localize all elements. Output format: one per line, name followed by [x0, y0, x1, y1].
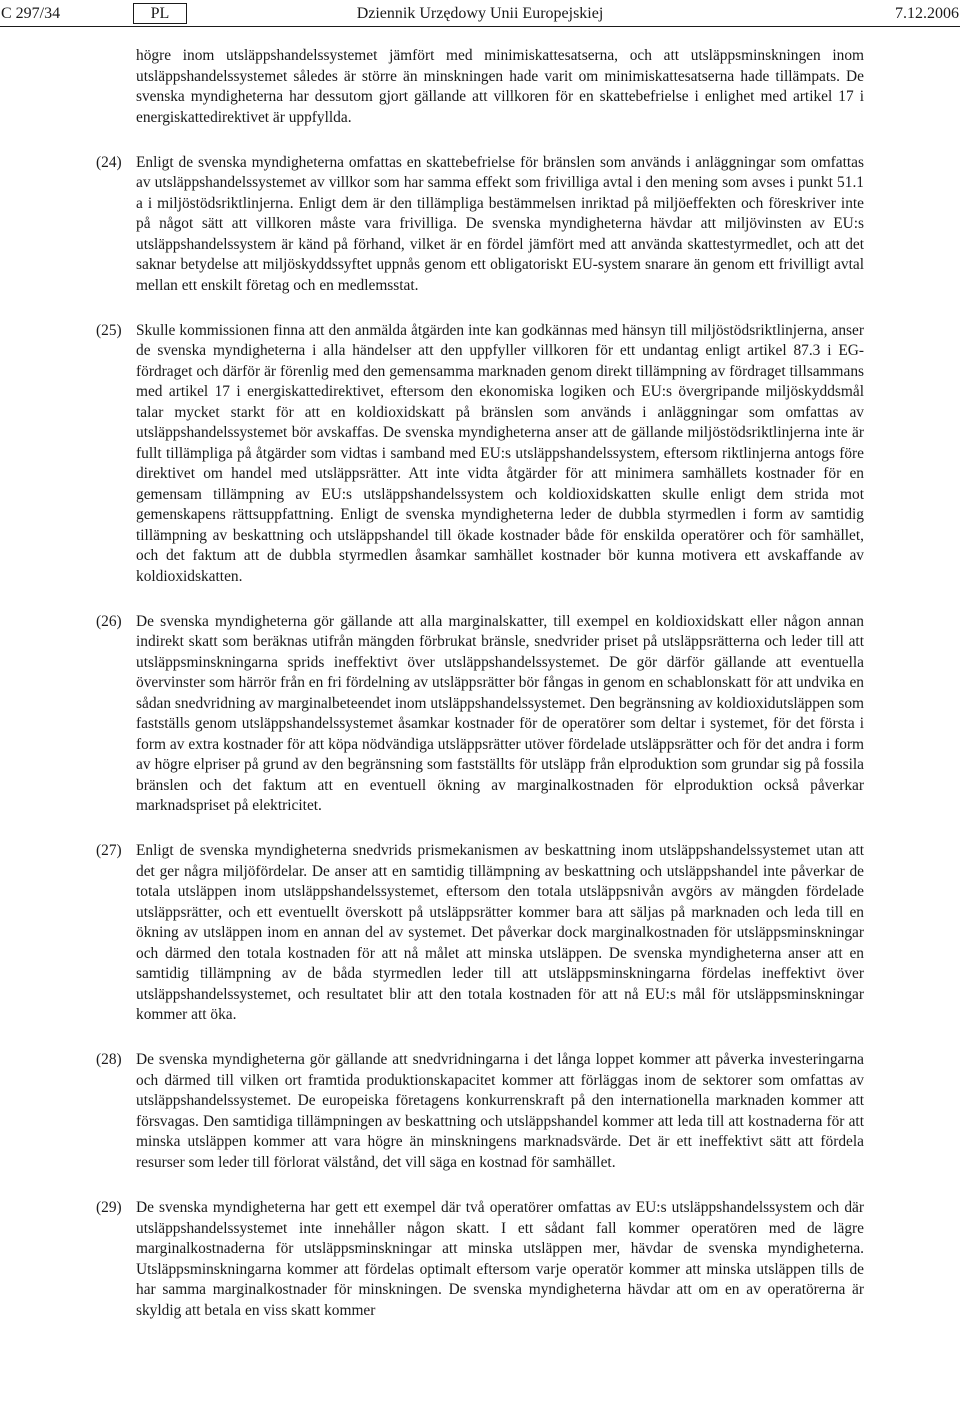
numbered-paragraph-29: [96, 1198, 864, 1321]
page-reference: C 297/34: [1, 5, 61, 22]
page-header: [0, 3, 960, 27]
paragraph-text: De svenska myndigheterna gör gällande att snedvridningarna i det långa loppet kommer att påverka investeringarna och därmed till vilken ort framtida produktionskapacitet kommer att förläggas inom de sektorer som omfattas av utsläppshandelssystemet. De europeiska företagens konkurrenskraft på den internationella marknaden kommer att försvagas. Den samtidiga tillämpningen av beskattning och utsläppshandel kommer att leda till att kostnaderna för att minska utsläppen kommer att vara högre än minskningens marknadsvärde. Det är ett ineffektivt sätt att fördela resurser som leder till förlorat välstånd, det vill säga en kostnad för samhället.: [136, 1051, 864, 1171]
paragraph-number: (29): [96, 1199, 122, 1217]
paragraph-text: De svenska myndigheterna gör gällande att alla marginalskatter, till exempel en koldioxidskatt eller någon annan indirekt skatt som beräknas utifrån mängden förbrukat bränsle, snedvrider priset på utsläppsrätterna och leder till att utsläppsminskningarna sprids ineffektivt över utsläppshandelssystemet. De gör därför gällande att eventuella övervinster som härrör från en fri fördelning av utsläppsrätter bör fångas in genom en schablonskatt för att undvika en sådan snedvridning av marginalbeteendet inom utsläppshandelssystemet. Den begränsning av koldioxidutsläppen som fastställs genom utsläppshandelssystemet åsamkar kostnader för de operatörer som deltar i systemet, för det första i form av extra kostnader för att köpa nödvändiga utsläppsrätter utöver fördelade utsläppsrätter och för det andra i form av högre elpriser på grund av den begränsning som fastställts för utsläpp från elproduktion som grundar sig på fossila bränslen och det faktum att en eventuell ökning av marginalkostnaden för elproduktion också påverkar marknadspriset på elektricitet.: [136, 612, 864, 815]
numbered-paragraph-28: [96, 1050, 864, 1173]
paragraph-text: Enligt de svenska myndigheterna omfattas en skattebefrielse för bränslen som används i anläggningar som omfattas av utsläppshandelssystemet av villkor som har samma effekt som frivilliga avtal i den mening som avses i punkt 51.1 a i miljöstödsriktlinjerna. Enligt dem är den tillämpliga bestämmelsen inriktad på miljöeffekten och föreskriver inte på något sätt att villkoren måste vara frivilliga. De svenska myndigheterna hävdar att miljövinsten av EU:s utsläppshandelssystem är känd på förhand, vilket är en fördel jämfört med att använda skattestyrmedlet, och att det saknar betydelse att miljöskyddssyftet uppnås genom ett obligatoriskt EU-system snarare än genom ett frivilligt avtal mellan ett enskilt företag och en medlemsstat.: [136, 153, 864, 294]
language-code-box: PL: [133, 3, 187, 24]
numbered-paragraph-25: [96, 321, 864, 588]
numbered-paragraph-27: [96, 841, 864, 1026]
paragraph-text: Enligt de svenska myndigheterna snedvrids prismekanismen av beskattning inom utsläppshandelssystemet utan att det ger några miljöfördelar. De anser att en samtidig tillämpning av beskattning och utsläppshandel inte påverkar de totala utsläppen inom utsläppshandelssystemet, eftersom den totala utsläppsnivån avgörs av mängden fördelade utsläppsrätter, och ett eventuellt överskott på utsläppsrätter kommer bara att säljas på marknaden och leda till en ökning av utsläppen inom en annan del av systemet. Det påverkar dock marginalkostnaden för utsläppsminskningar och därmed den totala kostnaden för att nå målet att minska utsläppen. De svenska myndigheterna anser att en samtidig tillämpning av de båda styrmedlen leder till att utsläppsminskningarna fördelas ineffektivt över utsläppshandelssystemet, och resultatet blir att den totala kostnaden för att nå EU:s mål för utsläppsminskningar kommer att öka.: [136, 842, 864, 1024]
journal-title: Dziennik Urzędowy Unii Europejskiej: [356, 5, 604, 22]
paragraph-number: (28): [96, 1051, 122, 1069]
paragraph-text: De svenska myndigheterna har gett ett exempel där två operatörer omfattas av EU:s utsläppshandelssystem och där utsläppshandelssystemet inte innehåller någon skatt. I ett sådant fall kommer operatören med de lägre marginalkostnaderna för utsläppsminskningar att minska utsläppen mer, hävdar de svenska myndigheterna. Utsläppsminskningarna kommer att fördelas optimalt eftersom varje operatör kommer att minska utsläppen tills de har samma marginalkostnader för minskningen. De svenska myndigheterna hävdar att om en av operatörerna är skyldig att betala en viss skatt kommer: [136, 1199, 864, 1319]
header-rule: [0, 26, 960, 27]
publication-date: 7.12.2006: [895, 5, 959, 22]
paragraph-number: (24): [96, 153, 122, 171]
paragraph-text: Skulle kommissionen finna att den anmälda åtgärden inte kan godkännas med hänsyn till miljöstödsriktlinjerna, anser de svenska myndigheterna i alla händelser att den uppfyller villkoren för ett undantag enligt artikel 87.3 i EG-fördraget och därför är förenlig med den gemensamma marknaden genom direkt tillämpning av fördraget tillsammans med artikel 17 i energiskattedirektivet, eftersom den ekonomiska logiken och EU:s övergripande miljöskyddsmål talar mycket starkt för att en koldioxidskatt på bränslen som används i anläggningar som omfattas av utsläppshandelssystemet bör avskaffas. De svenska myndigheterna anser att de gällande miljöstödsriktlinjerna inte är fullt tillämpliga på åtgärder som vidtas i samband med EU:s utsläppshandelssystem, eftersom riktlinjerna antogs före direktivet om handel med utsläppsrätter. Att inte vidta åtgärder för att minimera samhällets kostnader för en gemensam tillämpning av EU:s utsläppshandelssystem och koldioxidskatten skulle enligt dem strida mot gemenskapens rättsuppfattning. Enligt de svenska myndigheterna leder de dubbla styrmedlen i form av samtidig tillämpning av beskattning och utsläppshandel till ökade kostnader både för enskilda operatörer och för samhället, och det faktum att de dubbla styrmedlen åsamkar samhället kostnader bör kunna motivera ett avskaffande av koldioxidskatten.: [136, 321, 864, 585]
intro-paragraph: högre inom utsläppshandelssystemet jämfört med minimiskattesatserna, och att utsläppsminskningen inom utsläppshandelssystemet således är större än minskningen hade varit om minimiskattesatserna hade tillämpats. De svenska myndigheterna har dessutom gjort gällande att villkoren för en skattebefrielse i enlighet med artikel 17 i energiskattedirektivet är uppfyllda.: [136, 47, 864, 126]
document-body: [96, 46, 864, 1321]
numbered-paragraph-24: [96, 153, 864, 297]
paragraph-number: (27): [96, 842, 122, 860]
paragraph-number: (25): [96, 321, 122, 339]
paragraph-number: (26): [96, 612, 122, 630]
numbered-paragraph-26: [96, 612, 864, 817]
